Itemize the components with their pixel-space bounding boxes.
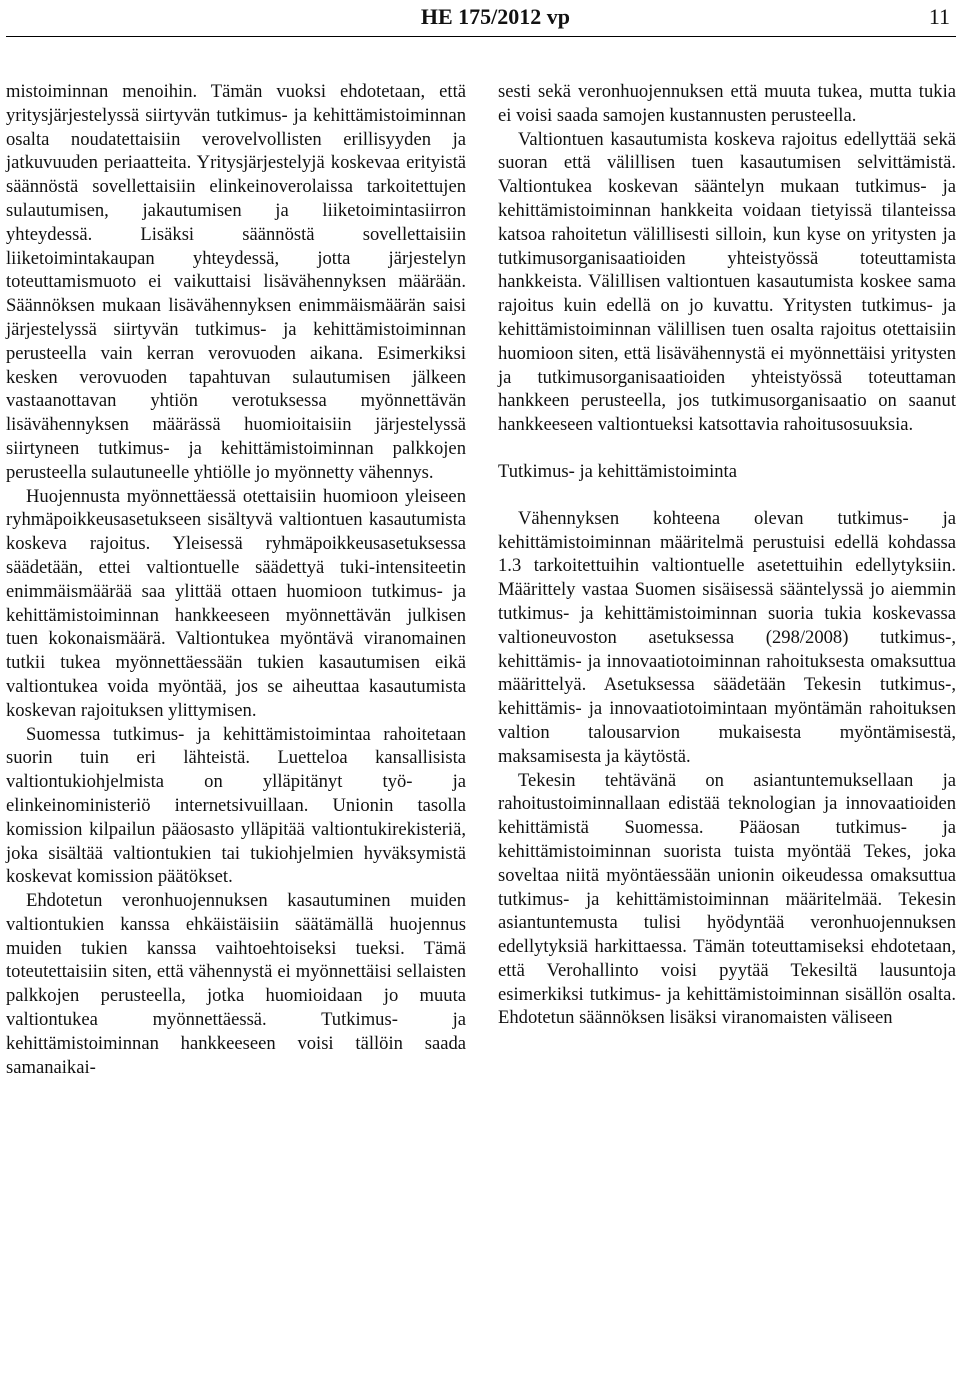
paragraph: Valtiontuen kasautumista koskeva rajoitus edellyttää sekä suoran että välillisen tuen kasautumisen selvittämistä. Valtiontukea koskevan sääntelyn mukaan tutkimus- ja kehittämistoiminnan hankkeita voidaan tietyissä tilanteissa katsoa rahoitetun välillisesti silloin, kun kyse on yritysten ja tutkimusorganisaatioiden yhteistyössä toteuttamista hankkeista. Välillisen valtiontuen kasautumista koskee sama rajoitus kuin edellä on jo kuvattu. Yritysten tutkimus- ja kehittämistoiminnan välillisen tuen osalta rajoitus otettaisiin huomioon siten, että lisävähennystä ei myönnettäisi yritysten ja tutkimusorganisaatioiden yhteistyössä toteuttaman hankkeen perusteella, jos tutkimusorganisaatio on saanut hankkeeseen valtiontueksi katsottavia rahoitusosuuksia. (498, 128, 956, 436)
paragraph: mistoiminnan menoihin. Tämän vuoksi ehdotetaan, että yritysjärjestelyssä siirtyvän tutkimus- ja kehittämistoiminnan osalta noudatettaisiin verovelvollisten erillisyyden ja jatkuvuuden periaatteita. Yritysjärjestelyjä koskevaa erityistä säännöstä sovellettaisiin elinkeinoverolaissa tarkoitettujen sulautumisen, jakautumisen ja liiketoimintasiirron yhteydessä. Lisäksi säännöstä sovellettaisiin liiketoimintakaupan yhteydessä, jotta järjestelyn toteuttamismuoto ei vaikuttaisi lisävähennyksen määrään. Säännöksen mukaan lisävähennyksen enimmäismäärän saisi järjestelyssä siirtyvän tutkimus- ja kehittämistoiminnan perusteella vain kerran verovuoden aikana. Esimerkiksi kesken verovuoden tapahtuvan sulautumisen jälkeen vastaanottavan yhtiön verotuksessa myönnettävän lisävähennyksen määrässä huomioitaisiin järjestelyssä siirtyneen tutkimus- ja kehittämistoiminnan palkkojen perusteella sulautuneelle yhtiölle jo myönnetty vähennys. (6, 81, 466, 483)
page-header (0, 0, 960, 40)
paragraph: Tekesin tehtävänä on asiantuntemuksellaan ja rahoitustoiminnallaan edistää teknologian ja innovaatioiden kehittämistä Suomessa. Pääosan tutkimus- ja kehittämistoiminnan suorista tuista myöntää Tekes, joka soveltaa niitä myöntäessään unionin oikeudessa omaksuttua tutkimus- ja kehittämistoiminnan määritelmää. Tekesin asiantuntemusta tulisi hyödyntää veronhuojennuksen edellytyksiä harkittaessa. Tämän toteuttamiseksi ehdotetaan, että Verohallinto voisi pyytää Tekesiltä lausuntoja esimerkiksi tutkimus- ja kehittämistoiminnan sisällön osalta. Ehdotetun säännöksen lisäksi viranomaisten väliseen (498, 769, 956, 1029)
paragraph: Huojennusta myönnettäessä otettaisiin huomioon yleiseen ryhmäpoikkeusasetukseen sisältyvä valtiontuen kasautumista koskeva rajoitus. Yleisessä ryhmäpoikkeusasetuksessa säädetään, ettei valtiontuelle säädettyä tuki-intensiteetin enimmäismäärää saa ylittää ottaen huomioon tutkimus- ja kehittämistoiminnan hankkeeseen myönnettävän julkisen tuen kokonaismäärä. Valtiontukea myöntävä viranomainen tutkii tukea myönnettäessään tukien kasautumisen eikä valtiontukea voida myöntää, jos se aiheuttaa kasautumista koskevan rajoituksen ylittymisen. (6, 485, 466, 721)
page-number: 11 (928, 4, 950, 29)
right-column (498, 80, 956, 1030)
left-column (6, 80, 466, 1079)
header-rule (6, 36, 956, 37)
paragraph: Ehdotetun veronhuojennuksen kasautuminen muiden valtiontukien kanssa ehkäistäisiin säätämällä huojennus muiden tukien kanssa vaihtoehtoiseksi tueksi. Tämä toteutettaisiin siten, että vähennystä ei myönnettäisi sellaisten palkkojen perusteella, jotka huomioidaan jo muuta valtiontukea myönnettäessä. Tutkimus- ja kehittämistoiminnan hankkeeseen voisi tällöin saada samanaikai- (6, 890, 466, 1078)
paragraph: Suomessa tutkimus- ja kehittämistoimintaa rahoitetaan suorin tuin eri lähteistä. Luetteloa kansallisista valtiontukiohjelmista on ylläpitänyt työ- ja elinkeinoministeriö internetsivuillaan. Unionin tasolla komission kilpailun pääosasto ylläpitää valtiontukirekisteriä, joka sisältää valtiontukien tai tukiohjelmien hyväksymistä koskevat komission päätökset. (6, 723, 466, 888)
document-id: HE 175/2012 vp (420, 4, 570, 29)
section-heading: Tutkimus- ja kehittämistoiminta (498, 460, 737, 482)
paragraph: Vähennyksen kohteena olevan tutkimus- ja kehittämistoiminnan määritelmä perustuisi edellä kohdassa 1.3 tarkoitettuihin valtiontuelle asetettuihin edellytyksiin. Määrittely vastaa Suomen sisäisessä sääntelyssä jo aiemmin tutkimus- ja kehittämistoiminnan suoria tukia koskevassa valtioneuvoston asetuksessa (298/2008) tutkimus-, kehittämis- ja innovaatiotoiminnan rahoituksesta omaksuttua määrittelyä. Asetuksessa säädetään Tekesin tutkimus-, kehittämis- ja innovaatiotoimintaan myöntämän rahoituksen valtion talousarvion mukaisesta myöntämisestä, maksamisesta ja käytöstä. (498, 507, 956, 767)
paragraph: sesti sekä veronhuojennuksen että muuta tukea, mutta tukia ei voisi saada samojen kustannusten perusteella. (498, 81, 956, 126)
